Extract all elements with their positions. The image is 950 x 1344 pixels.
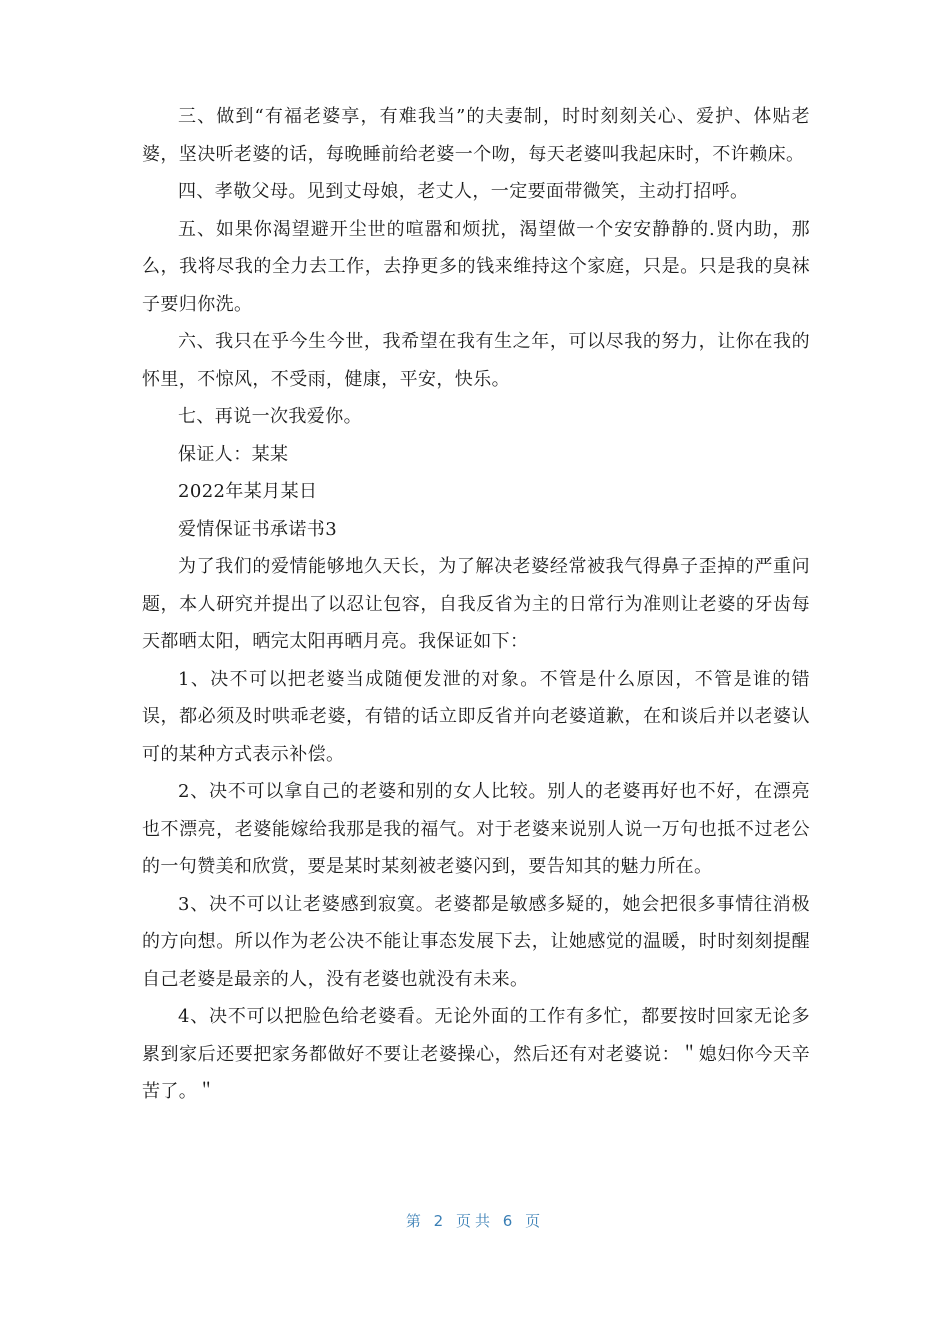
paragraph-item-7: 七、再说一次我爱你。 [178,406,362,427]
guarantor-line: 保证人：某某 [178,443,289,465]
paragraph-item-6: 六、我只在乎今生今世，我希望在我有生之年，可以尽我的努力，让你在我的怀里，不惊风，不受雨，健康，平安，快乐。 [142,331,810,390]
pledge-item-2: 2、决不可以拿自己的老婆和别的女人比较。别人的老婆再好也不好，在漂亮也不漂亮，老婆能嫁给我那是我的福气。对于老婆来说别人说一万句也抵不过老公的一句赞美和欣赏，要是某时某刻被老婆闪到，要告知其的魅力所在。 [142,781,810,877]
page-number-footer: 第 2 页共 6 页 [405,1212,545,1230]
pledge-item-1: 1、决不可以把老婆当成随便发泄的对象。不管是什么原因，不管是谁的错误，都必须及时哄乖老婆，有错的话立即反省并向老婆道歉，在和谈后并以老婆认可的某种方式表示补偿。 [142,668,810,765]
paragraph-item-3: 三、做到“有福老婆享，有难我当”的夫妻制，时时刻刻关心、爱护、体贴老婆，坚决听老婆的话，每晚睡前给老婆一个吻，每天老婆叫我起床时，不许赖床。 [142,106,810,165]
pledge-item-4: 4、决不可以把脸色给老婆看。无论外面的工作有多忙，都要按时回家无论多累到家后还要把家务都做好不要让老婆操心，然后还有对老婆说：＂媳妇你今天辛苦了。＂ [142,1006,810,1102]
intro-paragraph: 为了我们的爱情能够地久天长，为了解决老婆经常被我气得鼻子歪掉的严重问题，本人研究并提出了以忍让包容，自我反省为主的日常行为准则让老婆的牙齿每天都晒太阳，晒完太阳再晒月亮。我保证如下： [142,556,810,652]
paragraph-item-5: 五、如果你渴望避开尘世的喧嚣和烦扰，渴望做一个安安静静的.贤内助，那么，我将尽我的全力去工作，去挣更多的钱来维持这个家庭，只是。只是我的臭袜子要归你洗。 [142,218,810,315]
paragraph-item-4: 四、孝敬父母。见到丈母娘，老丈人，一定要面带微笑，主动打招呼。 [178,181,749,202]
pledge-item-3: 3、决不可以让老婆感到寂寞。老婆都是敏感多疑的，她会把很多事情往消极的方向想。所以作为老公决不能让事态发展下去，让她感觉的温暖，时时刻刻提醒自己老婆是最亲的人，没有老婆也就没有未来。 [142,893,810,990]
date-line: 2022年某月某日 [178,481,318,502]
document-body [142,98,810,1111]
section-title: 爱情保证书承诺书3 [178,518,338,540]
